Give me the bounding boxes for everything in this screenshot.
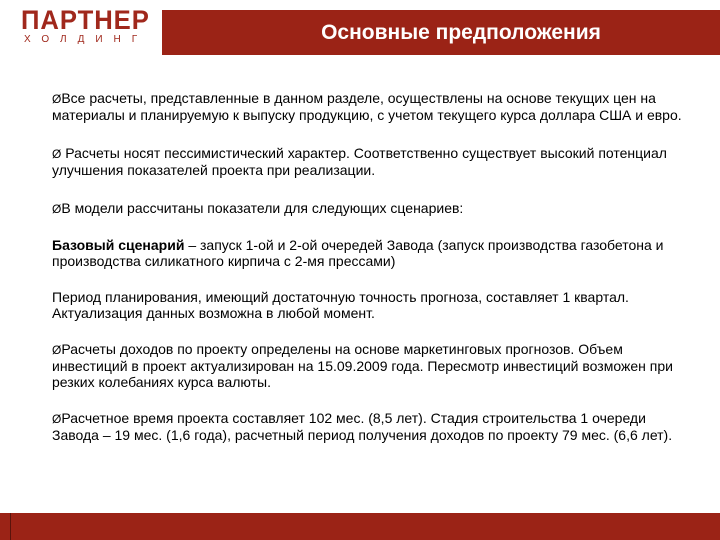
footer-bar [0,513,720,540]
arrow-bullet-icon: Ø [52,92,62,106]
paragraph-calculations-basis [52,90,682,123]
logo-main-text: ПАРТНЕР [21,5,150,35]
paragraph-text: Все расчеты, представленные в данном разделе, осуществлены на основе текущих цен на материалы и планируемую к выпуску продукцию, с учетом текущего курса доллара США и евро. [52,90,682,123]
company-logo [0,0,162,50]
arrow-bullet-icon: Ø [52,202,62,216]
paragraph-text: – запуск 1-ой и 2-ой очередей Завода (запуск производства газобетона и производства силикатного кирпича с 2-мя прессами) [52,237,664,269]
paragraph-base-scenario [52,237,682,269]
paragraph-text: Расчетное время проекта составляет 102 мес. (8,5 лет). Стадия строительства 1 очереди Завода – 19 мес. (1,6 года), расчетный период получения доходов по проекту 79 мес. (6,6 лет). [52,410,673,443]
paragraph-text: Период планирования, имеющий достаточную точность прогноза, составляет 1 квартал. Актуализация данных возможна в любой момент. [52,289,629,321]
paragraph-pessimistic [52,145,682,178]
arrow-bullet-icon: Ø [52,343,62,357]
slide-content [52,90,682,443]
header-bar [162,10,720,55]
paragraph-scenarios [52,200,682,217]
slide-title: Основные предположения [321,21,601,44]
paragraph-project-duration [52,410,682,443]
paragraph-planning-period [52,289,682,321]
logo-sub-text: ХОЛДИНГ [24,34,149,45]
footer-divider [10,513,11,540]
paragraph-text: Расчеты носят пессимистический характер. Соответственно существует высокий потенциал улучшения показателей проекта при реализации. [52,145,667,178]
paragraph-income-calculations [52,341,682,390]
base-scenario-label: Базовый сценарий [52,237,185,253]
arrow-bullet-icon: Ø [52,147,62,161]
arrow-bullet-icon: Ø [52,412,62,426]
paragraph-text: Расчеты доходов по проекту определены на основе маркетинговых прогнозов. Объем инвестиций в проект актуализирован на 15.09.2009 года. Пересмотр инвестиций возможен при резких колебаниях курса валюты. [52,341,673,390]
paragraph-text: В модели рассчитаны показатели для следующих сценариев: [61,200,464,216]
